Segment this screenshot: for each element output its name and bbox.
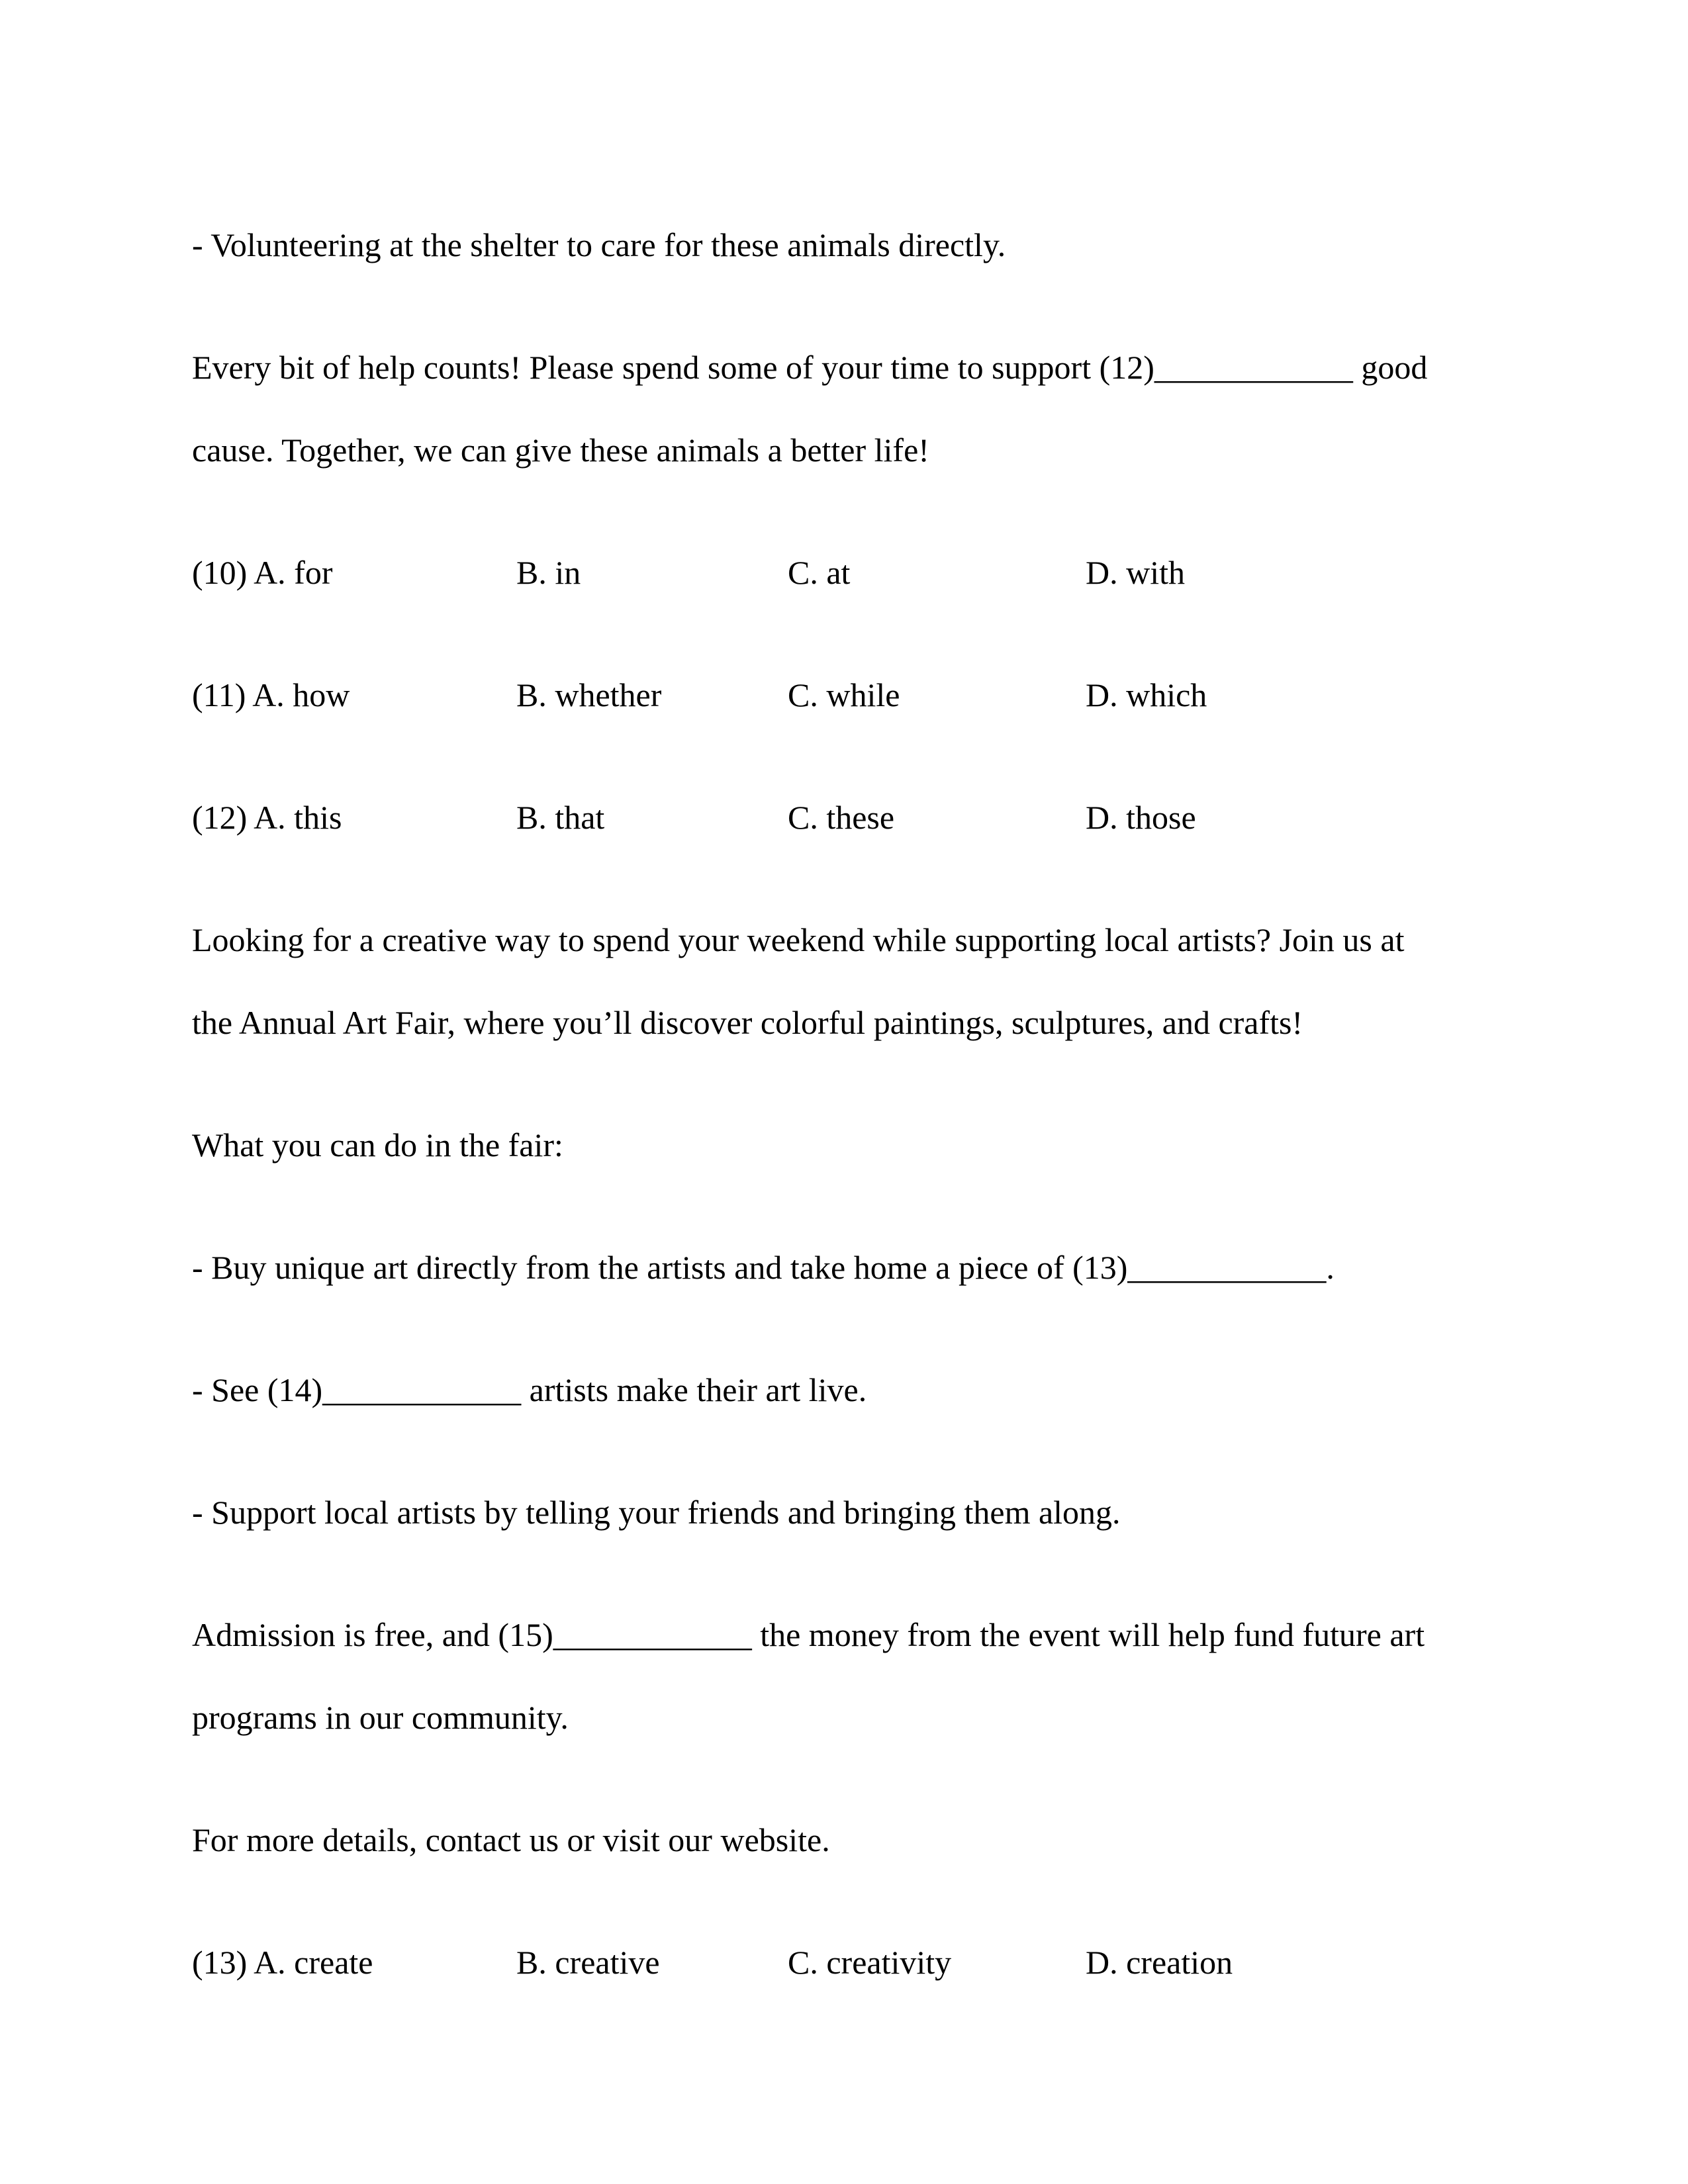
text-line: the Annual Art Fair, where you’ll discover colorful paintings, sculptures, and crafts! (192, 1004, 1303, 1041)
paragraph (192, 1349, 1529, 1432)
mcq-option-c: C. these (788, 799, 895, 836)
paragraph (192, 1471, 1529, 1554)
text-line: Looking for a creative way to spend your weekend while supporting local artists? Join us at (192, 921, 1405, 958)
mcq-option-b: B. in (516, 554, 581, 591)
paragraph (192, 1226, 1529, 1309)
mcq-option-d: D. those (1086, 799, 1196, 836)
mcq-question-cell (192, 531, 516, 614)
document-content (192, 204, 1529, 2044)
mcq-option-d: D. creation (1086, 1944, 1233, 1981)
mcq-option-a: A. create (254, 1944, 373, 1981)
mcq-number: (13) (192, 1944, 248, 1981)
mcq-number: (11) (192, 676, 246, 713)
paragraph (192, 204, 1529, 287)
mcq-number: (12) (192, 799, 248, 836)
text-line: cause. Together, we can give these animals a better life! (192, 432, 929, 469)
mcq-option-b: B. creative (516, 1944, 660, 1981)
text-line: programs in our community. (192, 1699, 569, 1736)
text-line: What you can do in the fair: (192, 1126, 563, 1163)
paragraph (192, 326, 1529, 492)
text-line: Admission is free, and (15)____________ the money from the event will help fund future art (192, 1616, 1425, 1653)
mcq-number: (10) (192, 554, 248, 591)
mcq-option-b: B. whether (516, 676, 662, 713)
text-line: - Support local artists by telling your friends and bringing them along. (192, 1494, 1121, 1531)
mcq-option-d: D. with (1086, 554, 1185, 591)
mcq-row-12 (192, 776, 1529, 859)
text-line: - See (14)____________ artists make their art live. (192, 1371, 867, 1408)
mcq-option-d: D. which (1086, 676, 1207, 713)
mcq-question-cell (192, 1921, 516, 2004)
mcq-option-c: C. at (788, 554, 851, 591)
mcq-option-a: A. for (254, 554, 333, 591)
mcq-option-a: A. this (254, 799, 342, 836)
paragraph (192, 899, 1529, 1064)
mcq-option-a: A. how (252, 676, 350, 713)
paragraph (192, 1799, 1529, 1882)
text-line: - Volunteering at the shelter to care for these animals directly. (192, 226, 1006, 263)
mcq-option-c: C. creativity (788, 1944, 952, 1981)
mcq-option-b: B. that (516, 799, 605, 836)
mcq-row-13 (192, 1921, 1529, 2004)
mcq-question-cell (192, 654, 516, 737)
mcq-question-cell (192, 776, 516, 859)
mcq-option-c: C. while (788, 676, 900, 713)
paragraph (192, 1104, 1529, 1187)
text-line: - Buy unique art directly from the artists and take home a piece of (13)____________. (192, 1249, 1335, 1286)
paragraph (192, 1594, 1529, 1759)
text-line: For more details, contact us or visit our website. (192, 1821, 830, 1858)
mcq-row-10 (192, 531, 1529, 614)
text-line: Every bit of help counts! Please spend some of your time to support (12)____________ good (192, 349, 1428, 386)
mcq-row-11 (192, 654, 1529, 737)
